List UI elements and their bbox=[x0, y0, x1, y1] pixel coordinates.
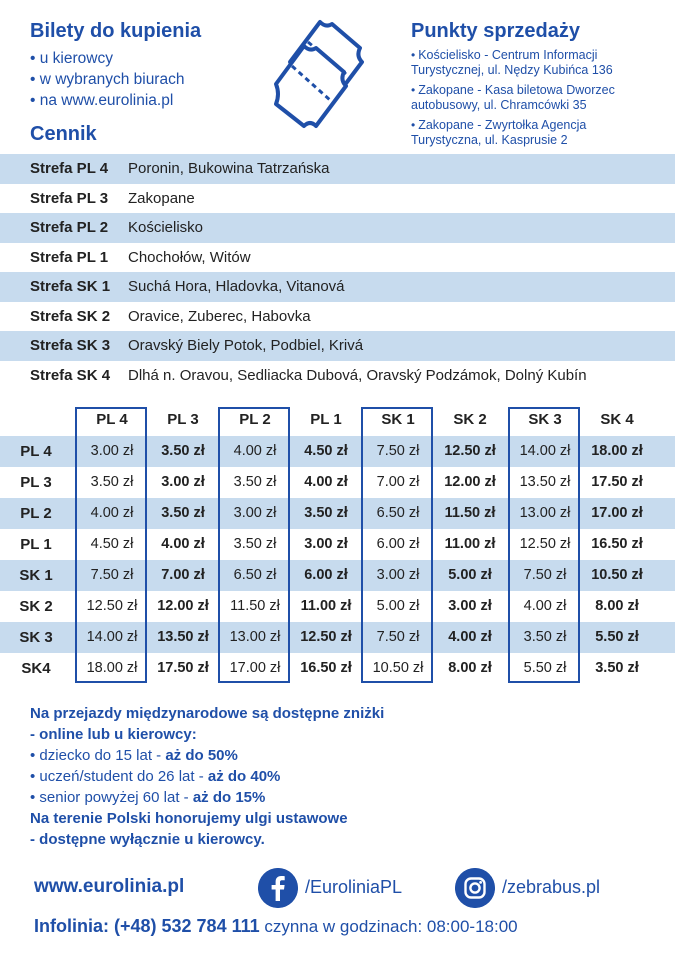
price-cell: 4.00 zł bbox=[304, 474, 348, 490]
column-header: PL 3 bbox=[167, 411, 199, 428]
facebook-link[interactable]: /EuroliniaPL bbox=[305, 877, 403, 897]
zone-row bbox=[0, 302, 675, 332]
column-header: SK 3 bbox=[528, 411, 562, 428]
discount-item: • senior powyżej 60 lat - aż do 15% bbox=[30, 787, 650, 808]
zone-name: Strefa PL 3 bbox=[30, 189, 109, 207]
price-cell: 13.00 zł bbox=[519, 505, 571, 521]
price-cell: 12.00 zł bbox=[444, 474, 496, 490]
price-cell: 12.50 zł bbox=[86, 598, 138, 614]
price-cell: 7.50 zł bbox=[376, 629, 420, 645]
zone-row bbox=[0, 154, 675, 184]
column-header: PL 1 bbox=[310, 411, 342, 428]
ticket-icon bbox=[268, 14, 368, 132]
price-cell: 4.00 zł bbox=[161, 536, 205, 552]
price-cell: 12.00 zł bbox=[157, 598, 209, 614]
price-matrix bbox=[0, 405, 675, 685]
column-frame bbox=[508, 407, 580, 683]
zone-name: Strefa PL 4 bbox=[30, 160, 109, 178]
price-cell: 3.50 zł bbox=[595, 660, 639, 676]
price-cell: 16.50 zł bbox=[591, 536, 643, 552]
discounts-headline: Na przejazdy międzynarodowe są dostępne zniżki bbox=[30, 705, 385, 722]
price-cell: 17.50 zł bbox=[157, 660, 209, 676]
zone-row bbox=[0, 272, 675, 302]
column-header: SK 4 bbox=[600, 411, 634, 428]
price-cell: 6.50 zł bbox=[376, 505, 420, 521]
price-cell: 3.00 zł bbox=[304, 536, 348, 552]
row-header: SK 3 bbox=[19, 629, 53, 646]
price-cell: 11.00 zł bbox=[444, 536, 496, 552]
facebook-icon[interactable] bbox=[258, 868, 298, 908]
price-cell: 5.00 zł bbox=[376, 598, 420, 614]
row-header: SK 1 bbox=[19, 567, 53, 584]
website-link[interactable]: www.eurolinia.pl bbox=[34, 876, 185, 897]
zone-places: Dlhá n. Oravou, Sedliacka Dubová, Oravský Podzámok, Dolný Kubín bbox=[128, 366, 587, 384]
zone-name: Strefa SK 2 bbox=[30, 307, 111, 325]
zone-places: Zakopane bbox=[128, 189, 195, 207]
price-cell: 6.00 zł bbox=[376, 536, 420, 552]
zone-places: Poronin, Bukowina Tatrzańska bbox=[128, 160, 330, 178]
column-header: SK 1 bbox=[381, 411, 415, 428]
price-cell: 11.50 zł bbox=[444, 505, 496, 521]
price-cell: 14.00 zł bbox=[86, 629, 138, 645]
price-cell: 14.00 zł bbox=[519, 443, 571, 459]
sales-points-list bbox=[411, 48, 671, 153]
discount-item: • uczeń/student do 26 lat - aż do 40% bbox=[30, 766, 650, 787]
price-cell: 7.50 zł bbox=[376, 443, 420, 459]
pricing-title: Cennik bbox=[30, 123, 97, 145]
price-cell: 3.00 zł bbox=[233, 505, 277, 521]
zone-places: Chochołów, Witów bbox=[128, 248, 251, 266]
price-cell: 3.00 zł bbox=[448, 598, 492, 614]
price-cell: 4.00 zł bbox=[233, 443, 277, 459]
instagram-link[interactable]: /zebrabus.pl bbox=[502, 877, 601, 897]
price-cell: 3.50 zł bbox=[233, 536, 277, 552]
tickets-item: • na www.eurolinia.pl bbox=[30, 90, 184, 111]
discounts-section bbox=[30, 703, 650, 850]
zone-name: Strefa SK 3 bbox=[30, 337, 111, 355]
tickets-title: Bilety do kupienia bbox=[30, 20, 202, 42]
price-cell: 5.50 zł bbox=[523, 660, 567, 676]
column-header: PL 4 bbox=[96, 411, 128, 428]
sales-point-item: • Zakopane - Kasa biletowa Dworzec autobusowy, ul. Chramcówki 35 bbox=[411, 83, 615, 112]
zone-row bbox=[0, 213, 675, 243]
zone-row bbox=[0, 243, 675, 273]
price-cell: 4.50 zł bbox=[304, 443, 348, 459]
price-cell: 4.00 zł bbox=[90, 505, 134, 521]
price-cell: 3.50 zł bbox=[90, 474, 134, 490]
row-header: PL 2 bbox=[20, 505, 52, 522]
zone-row bbox=[0, 331, 675, 361]
zone-name: Strefa PL 2 bbox=[30, 219, 109, 237]
price-cell: 13.50 zł bbox=[519, 474, 571, 490]
column-frame bbox=[218, 407, 290, 683]
price-cell: 16.50 zł bbox=[300, 660, 352, 676]
zone-places: Oravský Biely Potok, Podbiel, Krivá bbox=[128, 337, 364, 355]
price-cell: 10.50 zł bbox=[591, 567, 643, 583]
column-header: SK 2 bbox=[453, 411, 487, 428]
price-cell: 3.00 zł bbox=[90, 443, 134, 459]
discount-item: • dziecko do 15 lat - aż do 50% bbox=[30, 745, 650, 766]
row-header: SK 2 bbox=[19, 598, 53, 615]
price-cell: 11.00 zł bbox=[300, 598, 352, 614]
tickets-item: • u kierowcy bbox=[30, 48, 184, 69]
price-cell: 3.50 zł bbox=[523, 629, 567, 645]
zone-places: Suchá Hora, Hladovka, Vitanová bbox=[128, 278, 345, 296]
price-cell: 7.00 zł bbox=[161, 567, 205, 583]
price-cell: 3.50 zł bbox=[161, 505, 205, 521]
price-cell: 3.50 zł bbox=[233, 474, 277, 490]
instagram-icon[interactable] bbox=[455, 868, 495, 908]
price-cell: 4.00 zł bbox=[523, 598, 567, 614]
zones-table bbox=[0, 154, 675, 390]
price-cell: 17.50 zł bbox=[591, 474, 643, 490]
price-cell: 3.50 zł bbox=[304, 505, 348, 521]
price-cell: 5.00 zł bbox=[448, 567, 492, 583]
infoline bbox=[34, 916, 518, 937]
sales-points-title: Punkty sprzedaży bbox=[411, 20, 580, 42]
price-cell: 7.50 zł bbox=[90, 567, 134, 583]
infoline-hours: czynna w godzinach: 08:00-18:00 bbox=[259, 917, 518, 936]
price-cell: 17.00 zł bbox=[591, 505, 643, 521]
price-cell: 3.50 zł bbox=[161, 443, 205, 459]
row-header: PL 1 bbox=[20, 536, 52, 553]
price-cell: 12.50 zł bbox=[444, 443, 496, 459]
header-section bbox=[0, 0, 675, 150]
price-cell: 3.00 zł bbox=[161, 474, 205, 490]
price-cell: 3.00 zł bbox=[376, 567, 420, 583]
price-cell: 18.00 zł bbox=[86, 660, 138, 676]
price-cell: 6.50 zł bbox=[233, 567, 277, 583]
row-header: SK4 bbox=[21, 660, 51, 677]
sales-point-item: • Zakopane - Zwyrtołka Agencja Turystyczna, ul. Kasprusie 2 bbox=[411, 118, 587, 147]
zone-places: Oravice, Zuberec, Habovka bbox=[128, 307, 311, 325]
price-cell: 13.50 zł bbox=[157, 629, 209, 645]
column-frame bbox=[75, 407, 147, 683]
row-header: PL 4 bbox=[20, 443, 52, 460]
price-cell: 4.50 zł bbox=[90, 536, 134, 552]
zone-name: Strefa SK 1 bbox=[30, 278, 111, 296]
zone-row bbox=[0, 184, 675, 214]
infoline-phone[interactable]: Infolinia: (+48) 532 784 111 bbox=[34, 916, 260, 936]
price-cell: 17.00 zł bbox=[229, 660, 281, 676]
discounts-note: Na terenie Polski honorujemy ulgi ustawowe bbox=[30, 810, 348, 827]
price-cell: 7.50 zł bbox=[523, 567, 567, 583]
price-cell: 12.50 zł bbox=[300, 629, 352, 645]
price-cell: 18.00 zł bbox=[591, 443, 643, 459]
footer-links bbox=[0, 868, 675, 908]
price-cell: 8.00 zł bbox=[595, 598, 639, 614]
column-frame bbox=[361, 407, 433, 683]
price-cell: 8.00 zł bbox=[448, 660, 492, 676]
zone-row bbox=[0, 361, 675, 391]
price-cell: 12.50 zł bbox=[519, 536, 571, 552]
discounts-note-sub: - dostępne wyłącznie u kierowcy. bbox=[30, 831, 265, 848]
price-cell: 6.00 zł bbox=[304, 567, 348, 583]
price-cell: 4.00 zł bbox=[448, 629, 492, 645]
price-cell: 13.00 zł bbox=[229, 629, 281, 645]
discounts-headline-sub: - online lub u kierowcy: bbox=[30, 726, 197, 743]
price-cell: 10.50 zł bbox=[372, 660, 424, 676]
zone-name: Strefa PL 1 bbox=[30, 248, 109, 266]
column-header: PL 2 bbox=[239, 411, 271, 428]
tickets-list bbox=[30, 48, 184, 111]
row-header: PL 3 bbox=[20, 474, 52, 491]
price-cell: 5.50 zł bbox=[595, 629, 639, 645]
price-cell: 7.00 zł bbox=[376, 474, 420, 490]
zone-name: Strefa SK 4 bbox=[30, 366, 111, 384]
tickets-item: • w wybranych biurach bbox=[30, 69, 184, 90]
zone-places: Kościelisko bbox=[128, 219, 204, 237]
price-cell: 11.50 zł bbox=[230, 598, 280, 614]
sales-point-item: • Kościelisko - Centrum Informacji Turystycznej, ul. Nędzy Kubińca 136 bbox=[411, 48, 613, 77]
